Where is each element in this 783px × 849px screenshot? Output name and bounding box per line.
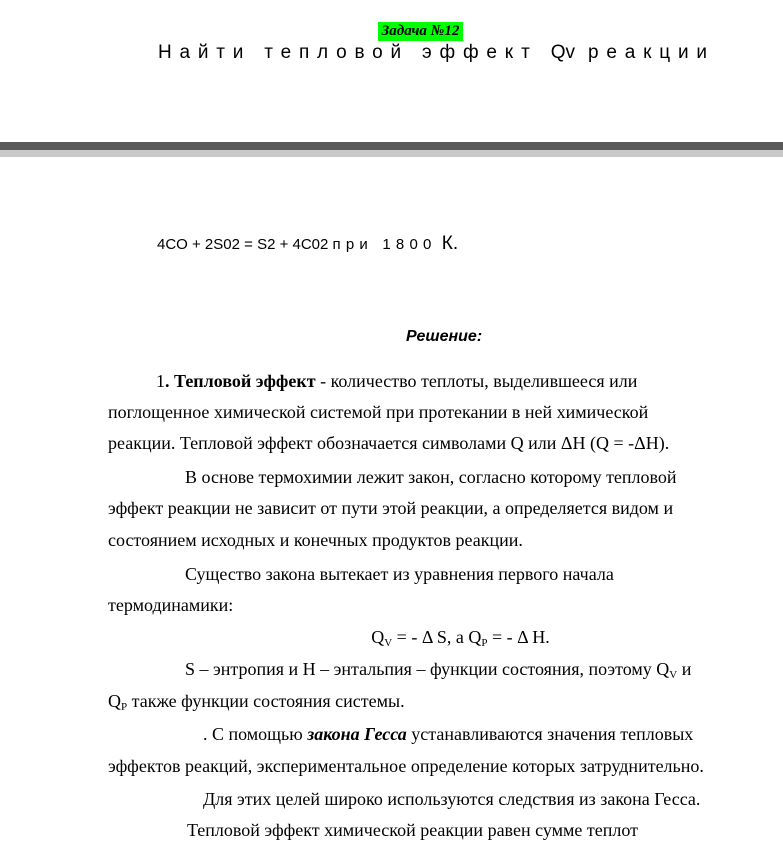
text-line: эффектов реакций, экспериментальное определение которых затруднительно. xyxy=(108,756,704,776)
formula-subscript-v: V xyxy=(384,637,393,649)
term-hess-law: закона Гесса xyxy=(307,724,407,744)
text-span: также функции состояния системы. xyxy=(127,691,405,711)
text-line: Для этих целей широко используются следствия из закона Гесса. xyxy=(203,789,701,809)
paragraph-number: 1 xyxy=(156,371,165,391)
paragraph-definition xyxy=(108,366,748,397)
text-line: Тепловой эффект химической реакции равен сумме теплот xyxy=(187,820,638,840)
reaction-formula: 4CO + 2S02 = S2 + 4C02 xyxy=(157,236,333,253)
task-title-qv: Qv xyxy=(550,42,575,63)
text-line: Существо закона вытекает из уравнения первого начала xyxy=(185,564,614,584)
formula-middle: = - Δ S, а Q xyxy=(392,627,482,647)
section-divider-dark xyxy=(0,142,783,150)
task-number-label: Задача №12 xyxy=(378,22,463,41)
text-span: устанавливаются значения тепловых xyxy=(406,724,694,744)
text-line xyxy=(108,719,748,750)
text-line: В основе термохимии лежит закон, согласно которому тепловой xyxy=(185,467,677,487)
text-line: реакции. Тепловой эффект обозначается символами Q или ΔН (Q = -ΔН). xyxy=(108,433,670,453)
task-title xyxy=(158,41,715,65)
task-title-main: Найти тепловой эффект xyxy=(158,42,551,63)
formula-end: = - Δ H. xyxy=(487,627,550,647)
subscript-v: V xyxy=(669,669,678,681)
text-line xyxy=(108,686,748,717)
subscript-p: P xyxy=(121,701,128,713)
reaction-temperature-unit: К. xyxy=(436,233,459,254)
text-span: и xyxy=(677,659,692,679)
reaction-condition: при 1800 xyxy=(332,236,437,253)
text-line xyxy=(108,654,748,685)
text-line: - количество теплоты, выделившееся или xyxy=(315,371,638,391)
formula-q: Q xyxy=(371,627,385,647)
solution-heading: Решение: xyxy=(406,328,483,345)
term-thermal-effect: . Тепловой эффект xyxy=(165,371,316,391)
reaction-equation xyxy=(157,233,458,256)
section-divider-light xyxy=(0,150,783,157)
text-line: состоянием исходных и конечных продуктов реакции. xyxy=(108,530,523,550)
formula-subscript-p: P xyxy=(481,637,488,649)
text-line: термодинамики: xyxy=(108,595,234,615)
text-line: поглощенное химической системой при протекании в ней химической xyxy=(108,402,649,422)
text-span: Q xyxy=(108,691,121,711)
text-line: эффект реакции не зависит от пути этой реакции, а определяется видом и xyxy=(108,498,674,518)
text-span: . С помощью xyxy=(203,724,308,744)
text-span: S – энтропия и H – энтальпия – функции состояния, поэтому Q xyxy=(185,659,670,679)
formula-qv-qp xyxy=(0,622,783,653)
task-title-end: реакции xyxy=(574,42,715,63)
